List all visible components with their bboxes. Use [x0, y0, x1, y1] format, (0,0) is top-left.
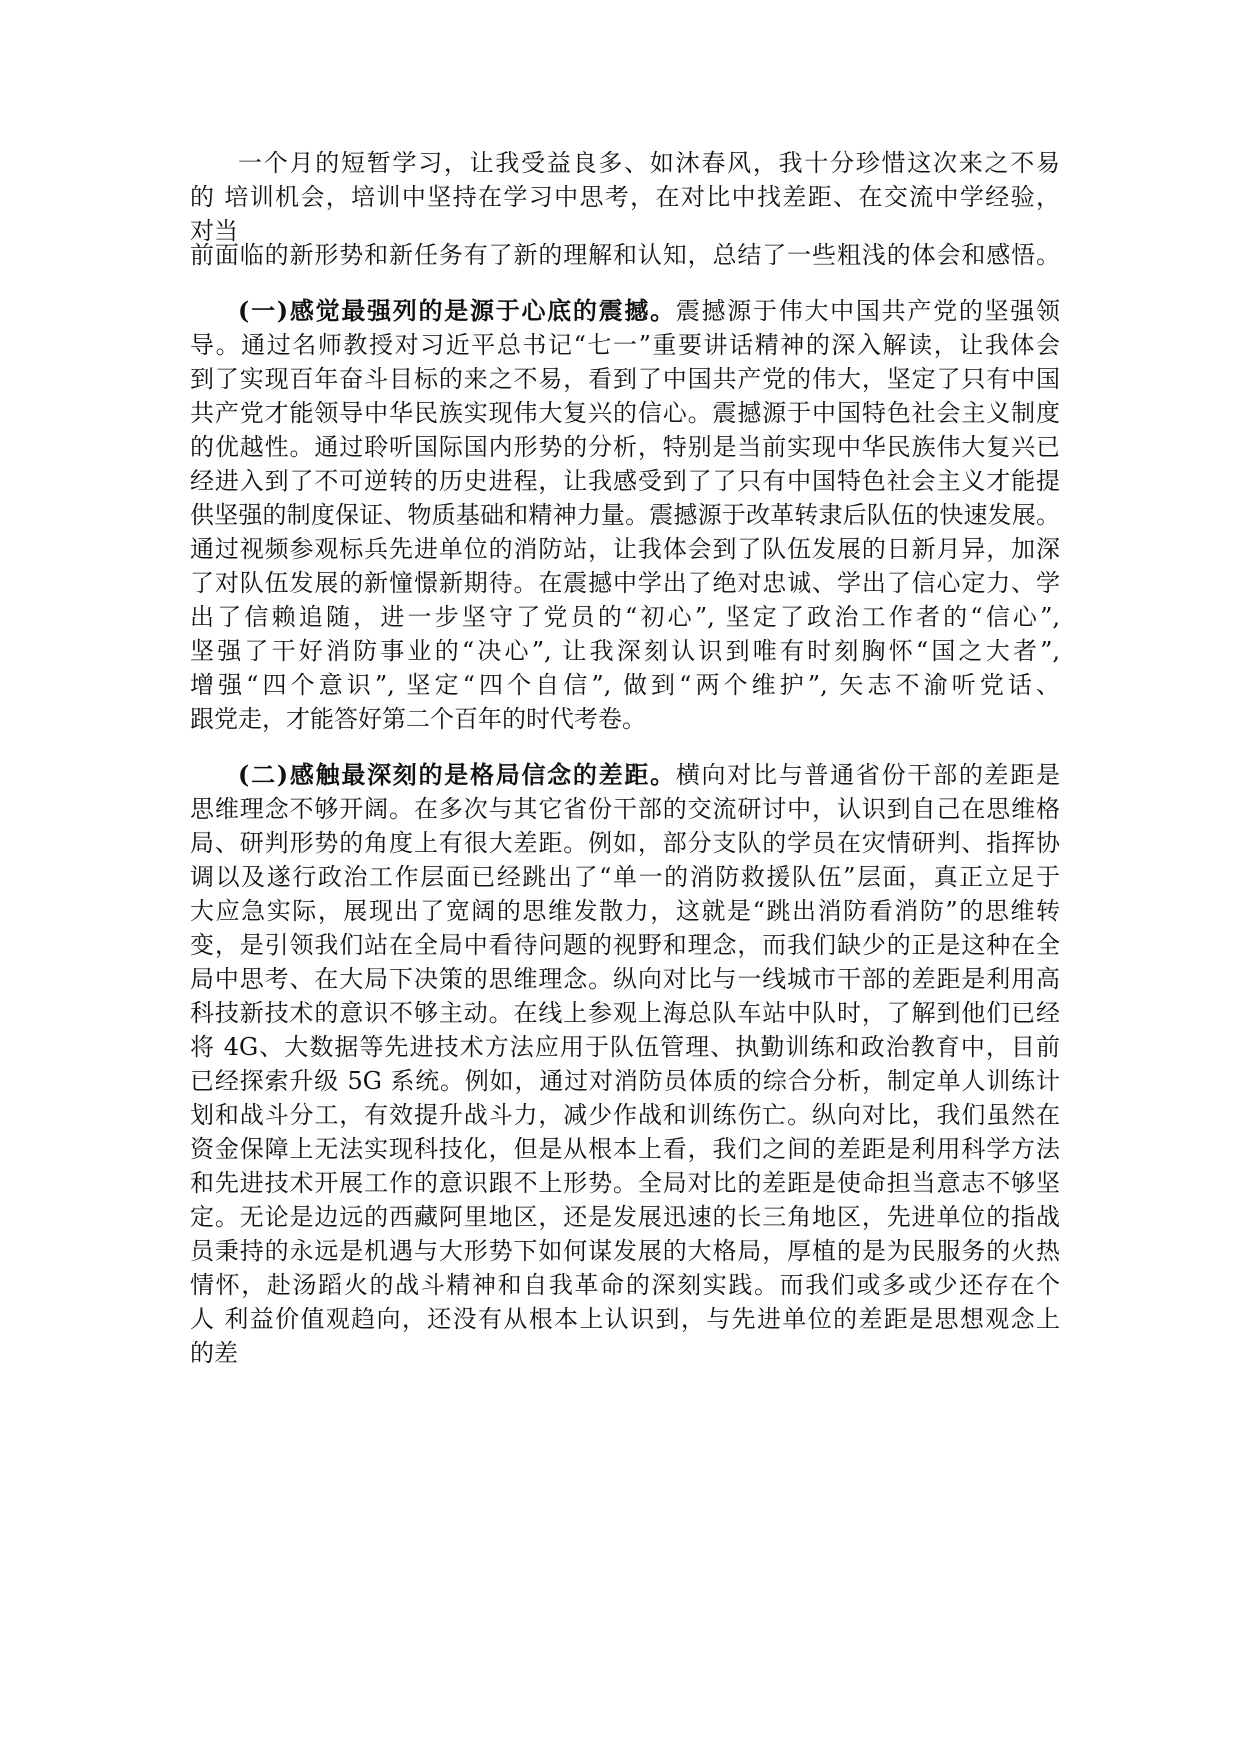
section1-line: 共产党才能领导中华民族实现伟大复兴的信心。震撼源于中国特色社会主义制度 [190, 399, 1060, 427]
intro-line: 前面临的新形势和新任务有了新的理解和认知，总结了一些粗浅的体会和感悟。 [190, 241, 1060, 269]
section1-line: 的优越性。通过聆听国际国内形势的分析，特别是当前实现中华民族伟大复兴已 [190, 433, 1060, 461]
section2-line: 科技新技术的意识不够主动。在线上参观上海总队车站中队时，了解到他们已经 [190, 999, 1060, 1027]
intro-line: 一个月的短暂学习，让我受益良多、如沐春风，我十分珍惜这次来之不易 [238, 149, 1060, 177]
section1-heading: (一)感觉最强列的是源于心底的震撼。 [238, 296, 676, 325]
section1-first-line-text: 震撼源于伟大中国共产党的坚强领 [675, 297, 1060, 325]
intro-line: 的 培训机会，培训中坚持在学习中思考，在对比中找差距、在交流中学经验， [190, 183, 1060, 211]
section2-line: 变，是引领我们站在全局中看待问题的视野和理念，而我们缺少的正是这种在全 [190, 931, 1060, 959]
section2-line: 局中思考、在大局下决策的思维理念。纵向对比与一线城市干部的差距是利用高 [190, 965, 1060, 993]
section1-line: 出了信赖追随，进一步坚守了党员的“初心”, 坚定了政治工作者的“信心”, [190, 603, 1060, 631]
section1-line: 供坚强的制度保证、物质基础和精神力量。震撼源于改革转隶后队伍的快速发展。 [190, 501, 1060, 529]
section1-line: 了对队伍发展的新憧憬新期待。在震撼中学出了绝对忠诚、学出了信心定力、学 [190, 569, 1060, 597]
section2-line: 人 利益价值观趋向，还没有从根本上认识到，与先进单位的差距是思想观念上 [190, 1305, 1060, 1333]
section2-line: 定。无论是边远的西藏阿里地区，还是发展迅速的长三角地区，先进单位的指战 [190, 1203, 1060, 1231]
section1-line: 导。通过名师教授对习近平总书记“七一”重要讲话精神的深入解读，让我体会 [190, 331, 1060, 359]
section1-first-line [238, 294, 1060, 328]
section2-line: 员秉持的永远是机遇与大形势下如何谋发展的大格局，厚植的是为民服务的火热 [190, 1237, 1060, 1265]
section2-line: 将 4G、大数据等先进技术方法应用于队伍管理、执勤训练和政治教育中，目前 [190, 1033, 1060, 1061]
section2-line: 资金保障上无法实现科技化，但是从根本上看，我们之间的差距是利用科学方法 [190, 1135, 1060, 1163]
section2-line: 的差 [190, 1339, 238, 1367]
section2-line: 情怀，赴汤蹈火的战斗精神和自我革命的深刻实践。而我们或多或少还存在个 [190, 1271, 1060, 1299]
section1-line: 坚强了干好消防事业的“决心”, 让我深刻认识到唯有时刻胸怀“国之大者”, [190, 637, 1060, 665]
section1-line: 经进入到了不可逆转的历史进程，让我感受到了了只有中国特色社会主义才能提 [190, 467, 1060, 495]
section2-line: 已经探索升级 5G 系统。例如，通过对消防员体质的综合分析，制定单人训练计 [190, 1067, 1060, 1095]
section2-line: 大应急实际，展现出了宽阔的思维发散力，这就是“跳出消防看消防”的思维转 [190, 897, 1060, 925]
section1-line: 通过视频参观标兵先进单位的消防站，让我体会到了队伍发展的日新月异，加深 [190, 535, 1060, 563]
section1-line: 跟党走，才能答好第二个百年的时代考卷。 [190, 705, 646, 733]
intro-line: 对当 [190, 217, 238, 245]
section2-first-line [238, 758, 1060, 792]
section1-line: 增强“四个意识”, 坚定“四个自信”, 做到“两个维护”, 矢志不渝听党话、 [190, 671, 1060, 699]
section2-line: 局、研判形势的角度上有很大差距。例如，部分支队的学员在灾情研判、指挥协 [190, 829, 1060, 857]
section1-line: 到了实现百年奋斗目标的来之不易，看到了中国共产党的伟大，坚定了只有中国 [190, 365, 1060, 393]
section2-line: 划和战斗分工，有效提升战斗力，减少作战和训练伤亡。纵向对比，我们虽然在 [190, 1101, 1060, 1129]
section2-heading: (二)感触最深刻的是格局信念的差距。 [238, 760, 676, 789]
section2-first-line-text: 横向对比与普通省份干部的差距是 [675, 761, 1060, 789]
section2-line: 调以及遂行政治工作层面已经跳出了“单一的消防救援队伍”层面，真正立足于 [190, 863, 1060, 891]
section2-line: 思维理念不够开阔。在多次与其它省份干部的交流研讨中，认识到自己在思维格 [190, 795, 1060, 823]
section2-line: 和先进技术开展工作的意识跟不上形势。全局对比的差距是使命担当意志不够坚 [190, 1169, 1060, 1197]
